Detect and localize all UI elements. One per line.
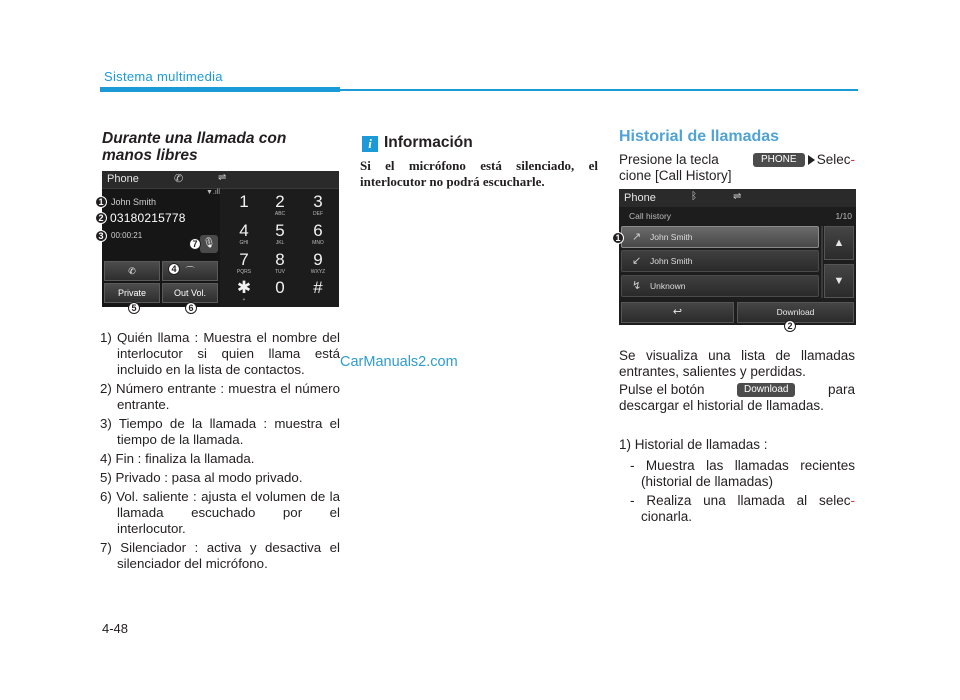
info-icon: i [362, 136, 378, 152]
key-0[interactable]: 0 [275, 278, 285, 297]
header-rule-thick [100, 87, 340, 92]
instruction-text-after: para [827, 382, 855, 397]
phone-key-badge: PHONE [753, 153, 805, 167]
signal-indicator: ▼.ıll [206, 189, 220, 196]
phone-hangup-icon: ⌒ [185, 266, 195, 276]
instruction-text: Pulse el botón [619, 382, 705, 397]
key-hash[interactable]: # [313, 278, 323, 297]
scroll-up-button[interactable] [824, 226, 854, 260]
bluetooth-icon: ᛒ [691, 191, 697, 202]
sub-item-text: - Realiza una llamada al selec [630, 493, 851, 508]
history-item-heading: 1) Historial de llamadas : [619, 437, 768, 452]
call-history-screen [619, 189, 856, 325]
caller-name: John Smith [111, 197, 157, 207]
out-vol-button[interactable]: Out Vol. [162, 283, 218, 303]
history-sub-item: - Muestra las llamadas recientes (historial de llamadas) [630, 458, 855, 489]
usb-icon: ⇌ [733, 191, 742, 202]
key-2[interactable]: 2 ABC [274, 192, 286, 217]
key-8[interactable]: 8 TUV [275, 250, 285, 275]
history-instruction [619, 152, 855, 184]
outgoing-call-icon: ↗ [632, 231, 642, 243]
callout-5: 5 [128, 302, 140, 314]
page-count: 1/10 [835, 211, 852, 221]
triangle-up-icon: ▲ [833, 237, 845, 249]
instruction-line2: descargar el historial de llamadas. [619, 398, 824, 413]
screen-topbar [619, 189, 856, 207]
screen-title: Phone [624, 192, 656, 204]
list-item: 5) Privado : pasa al modo privado. [100, 470, 303, 485]
private-button[interactable]: Private [104, 283, 160, 303]
dial-keypad [222, 190, 339, 307]
history-description: Se visualiza una lista de llamadas entrantes, salientes y perdidas. [619, 348, 855, 379]
scroll-down-button[interactable] [824, 264, 854, 298]
list-item[interactable] [621, 226, 819, 248]
screen-topbar [102, 171, 339, 189]
list-item: 3) Tiempo de la llamada : muestra el tiempo de la llamada. [100, 416, 340, 447]
handsfree-items-list [88, 330, 340, 575]
call-time: 00:00:21 [111, 231, 143, 240]
callout-3: 3 [95, 230, 107, 242]
header-rule-thin [340, 89, 858, 91]
list-item: 7) Silenciador : activa y desactiva el silenciador del micrófono. [100, 540, 340, 571]
key-4[interactable]: 4 GHI [239, 221, 249, 246]
history-sub-item [630, 493, 855, 525]
page-number: 4-48 [102, 621, 129, 636]
key-5[interactable]: 5 JKL [275, 221, 285, 246]
key-9[interactable]: 9 WXYZ [310, 250, 326, 275]
instruction-text-after: Selec [816, 152, 851, 167]
download-instruction [619, 382, 855, 414]
list-item[interactable] [621, 275, 819, 297]
history-heading: Historial de llamadas [619, 128, 780, 145]
key-7[interactable]: 7 PQRS [236, 250, 252, 275]
contact-name: John Smith [650, 256, 693, 266]
contact-name: John Smith [650, 232, 693, 242]
list-item: 4) Fin : finaliza la llamada. [100, 451, 255, 466]
call-history-label: Call history [629, 211, 672, 221]
hyphen: - [850, 493, 855, 508]
key-3[interactable]: 3 DEF [313, 192, 323, 217]
end-call-button[interactable] [104, 261, 160, 281]
key-6[interactable]: 6 MNO [312, 221, 324, 246]
list-item: 2) Número entrante : muestra el número entrante. [100, 381, 340, 412]
download-button[interactable]: Download [737, 302, 854, 323]
info-body: Si el micrófono está silenciado, el interlocutor no podrá escucharle. [360, 158, 598, 189]
callout-1: 1 [95, 196, 107, 208]
download-key-badge: Download [737, 383, 795, 397]
triangle-down-icon: ▼ [833, 275, 845, 287]
triangle-right-icon [808, 155, 815, 165]
handsfree-call-screen [102, 171, 339, 307]
instruction-text: Presione la tecla [619, 152, 719, 167]
callout-4: 4 [168, 263, 180, 275]
callout-1: 1 [612, 232, 624, 244]
key-star[interactable]: ✱ + [236, 278, 252, 303]
back-button[interactable] [621, 302, 734, 323]
list-item: 6) Vol. saliente : ajusta el volumen de la llamada escuchado por el interlocutor. [100, 489, 340, 536]
phone-key-group [753, 152, 855, 168]
incoming-number: 03180215778 [110, 211, 186, 225]
instruction-line2: cione [Call History] [619, 168, 732, 183]
incoming-call-icon: ↙ [632, 255, 642, 267]
back-arrow-icon: ↩ [672, 306, 683, 318]
usb-icon: ⇌ [218, 172, 227, 183]
callout-2: 2 [95, 212, 107, 224]
contact-name: Unknown [650, 281, 686, 291]
key-1[interactable]: 1 [239, 192, 249, 211]
microphone-icon[interactable]: 🎙 [200, 235, 218, 253]
missed-call-icon: ↯ [632, 280, 642, 292]
callout-7: 7 [189, 238, 201, 250]
info-title: Información [384, 134, 473, 151]
phone-handset-icon: ✆ [174, 173, 184, 185]
hyphen: - [850, 152, 855, 167]
screen-title: Phone [107, 173, 139, 185]
callout-2: 2 [784, 320, 796, 332]
list-item[interactable] [621, 250, 819, 272]
sub-item-text-after: cionarla. [641, 509, 693, 524]
scrollbar[interactable] [821, 226, 823, 298]
phone-hangup-icon: ✆ [128, 266, 136, 276]
section-title: Sistema multimedia [104, 69, 223, 84]
callout-6: 6 [185, 302, 197, 314]
handsfree-heading: Durante una llamada con manos libres [102, 130, 287, 164]
watermark: CarManuals2.com [340, 354, 458, 370]
list-item: 1) Quién llama : Muestra el nombre del interlocutor si quien llama está incluido en la lista de contactos. [100, 330, 340, 377]
